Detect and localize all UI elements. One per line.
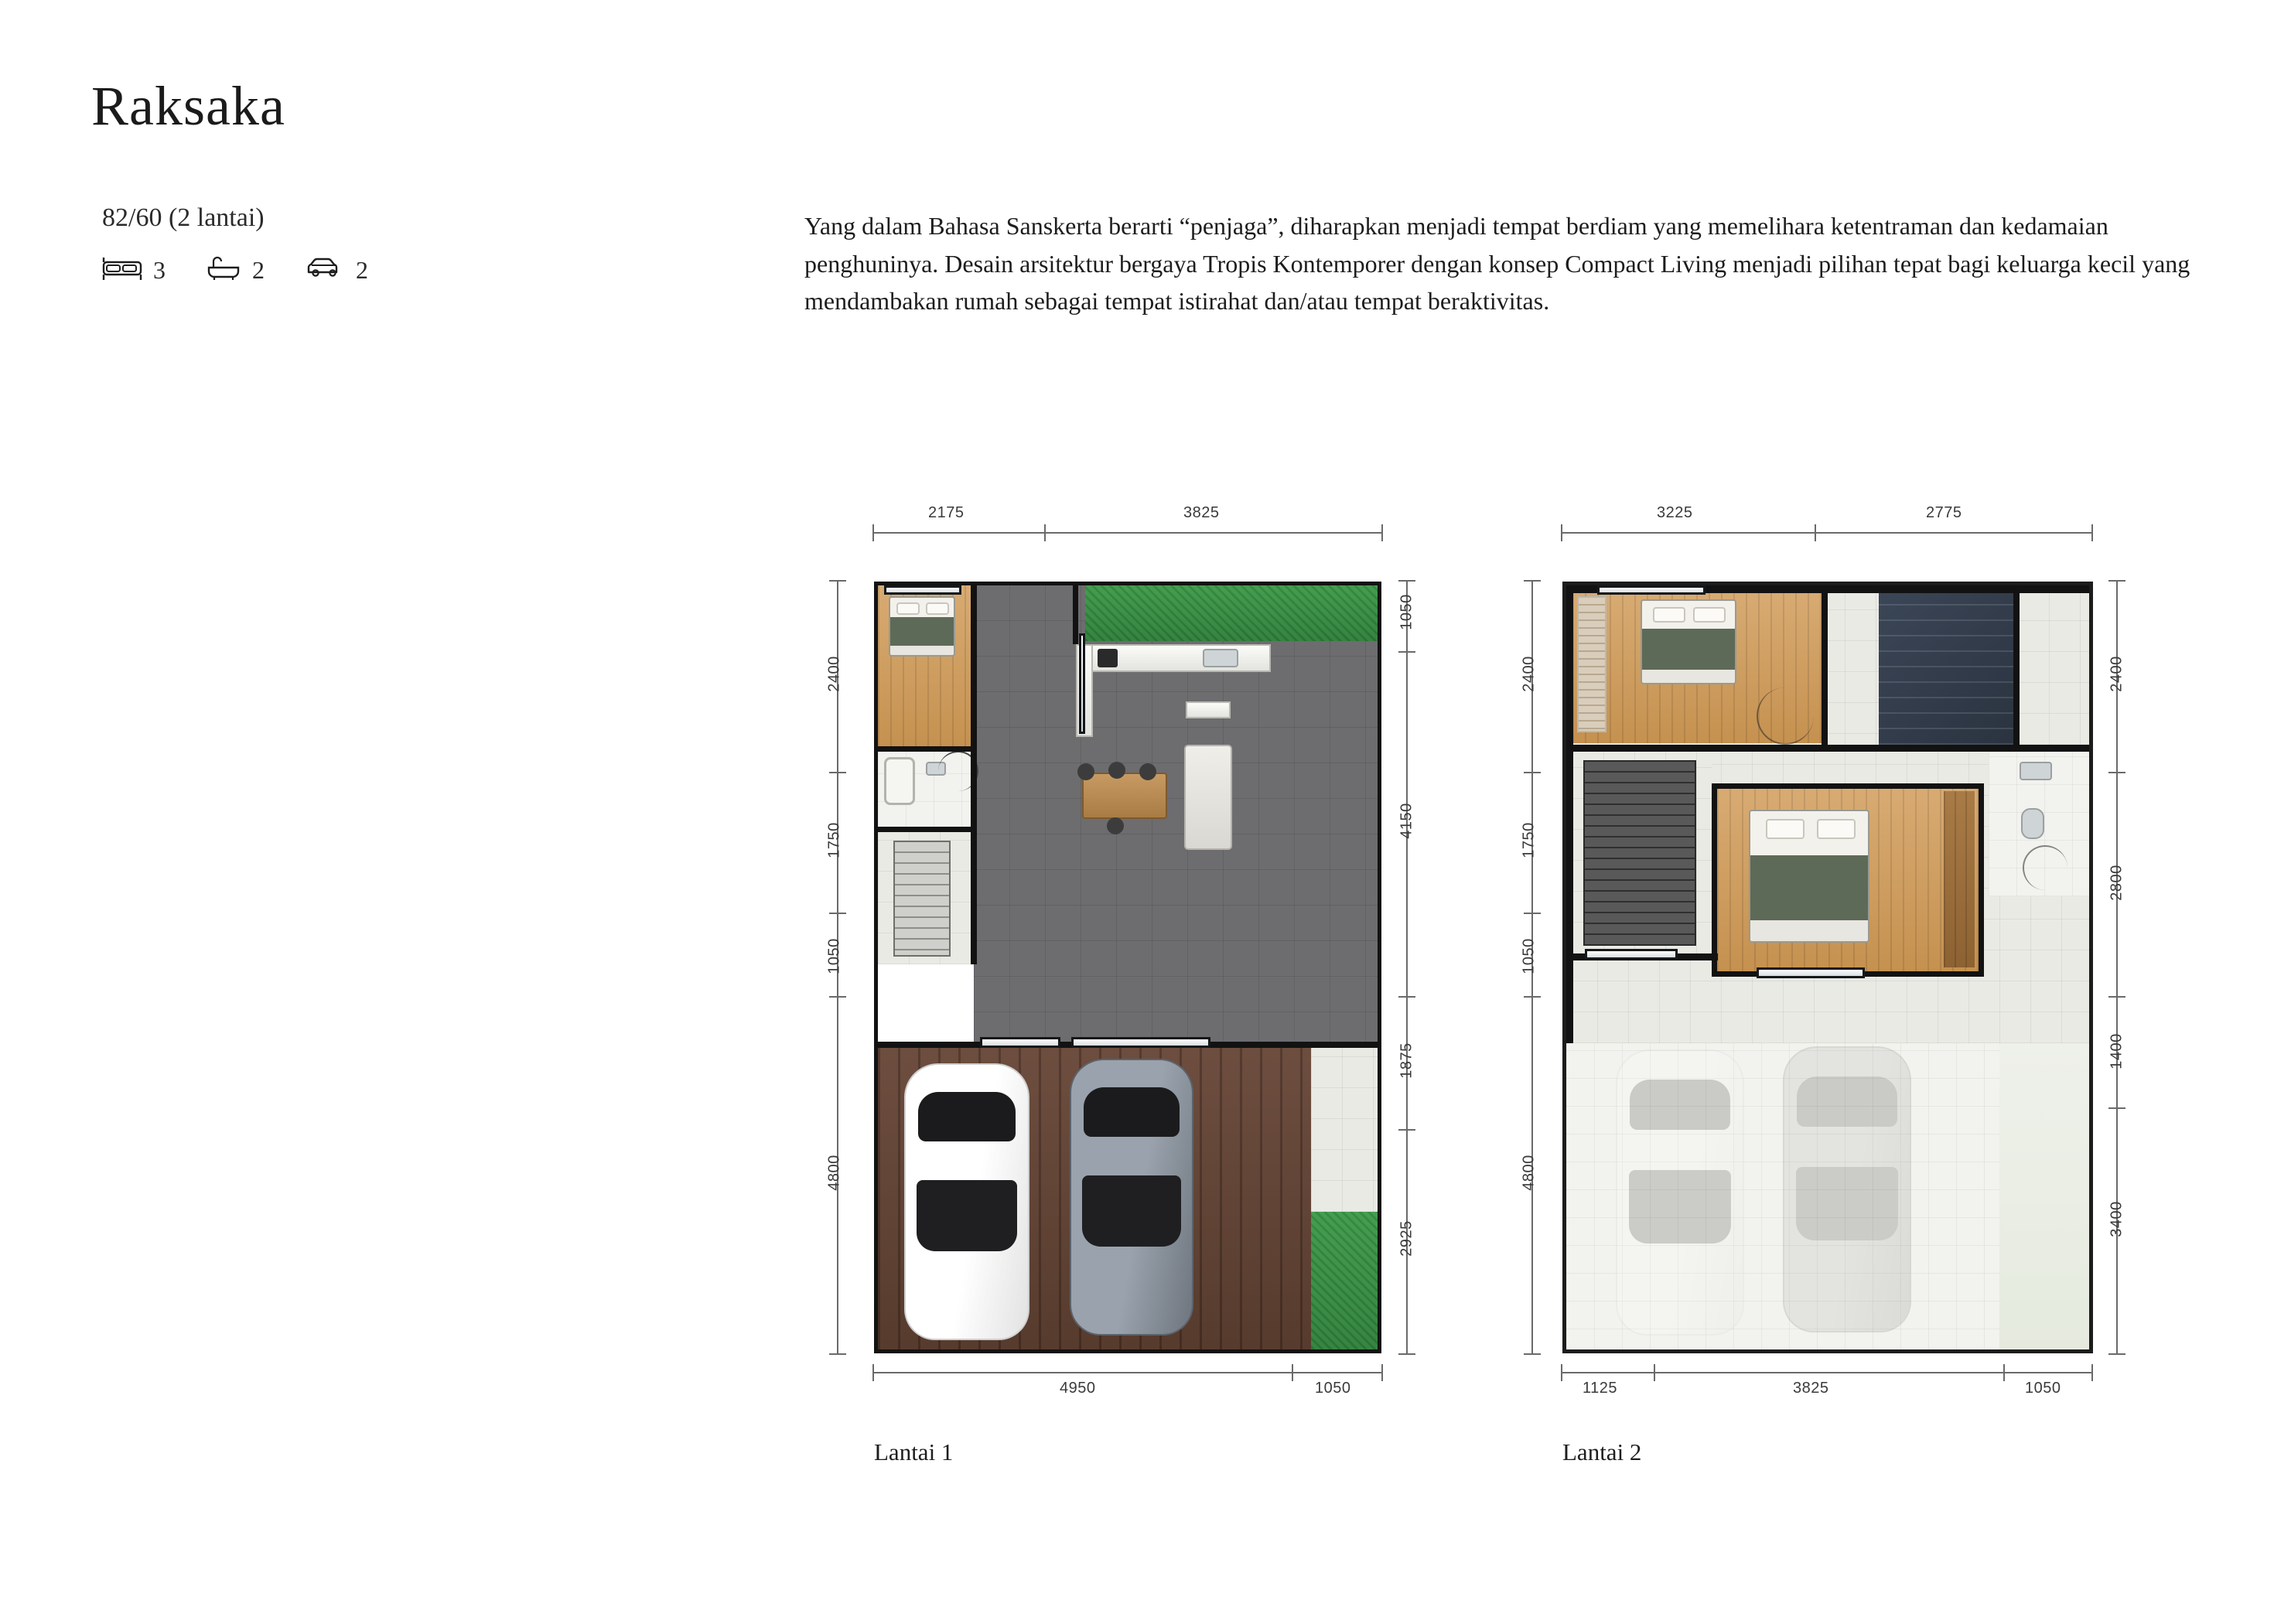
- car-2: [1070, 1059, 1193, 1336]
- wall-upper-left: [1566, 585, 1573, 1043]
- dim-top-2: 3825: [1183, 504, 1220, 521]
- wardrobe-bedroom-2: [1577, 596, 1606, 732]
- room-side-path: [1311, 1048, 1381, 1212]
- dim-right-2: 4150: [1398, 803, 1415, 839]
- wall-vertical-bed2: [1822, 585, 1828, 745]
- floorplan-1-caption: Lantai 1: [874, 1438, 954, 1465]
- window-stair-2: [1585, 949, 1678, 960]
- bed-2: [1641, 599, 1736, 684]
- tv-console: [1186, 701, 1231, 718]
- dim2-bottom-1: 1125: [1583, 1380, 1618, 1397]
- dim-left-4: 4800: [825, 1155, 843, 1191]
- bed-1: [889, 596, 955, 657]
- page-title: Raksaka: [91, 75, 285, 137]
- window-master: [1757, 967, 1865, 978]
- sliding-door-rear: [980, 1037, 1060, 1048]
- dim2-left-3: 1050: [1520, 938, 1538, 974]
- dining-chair-3: [1139, 763, 1156, 780]
- window-side: [1079, 633, 1085, 734]
- dim-top-1: 2175: [928, 504, 965, 521]
- wall-kitchen-edge: [1073, 585, 1078, 644]
- dim2-left-2: 1750: [1520, 822, 1538, 858]
- dim-right-4: 2925: [1398, 1220, 1415, 1257]
- floorplan-2-drawing: [1562, 582, 2093, 1353]
- dim-left-1: 2400: [825, 656, 843, 692]
- staircase-2: [1583, 760, 1696, 946]
- wall-horizontal-bath: [878, 746, 977, 752]
- dim2-left-4: 4800: [1520, 1155, 1538, 1191]
- sink-bathroom-2: [2020, 762, 2052, 780]
- spec-summary: [102, 255, 368, 285]
- dining-chair-1: [1077, 763, 1094, 780]
- staircase-1: [893, 841, 951, 957]
- car-icon: [305, 255, 345, 285]
- dim2-top-2: 2775: [1926, 504, 1962, 521]
- wardrobe-master: [1944, 791, 1975, 967]
- unit-type-subtitle: 82/60 (2 lantai): [102, 203, 265, 232]
- window-bedroom-2: [1597, 585, 1705, 595]
- wall-vertical-bedroom: [971, 585, 977, 964]
- dim-left-3: 1050: [825, 938, 843, 974]
- toilet-bathroom-2: [2021, 808, 2044, 839]
- dim2-right-1: 2400: [2108, 656, 2125, 692]
- floorplan-1-drawing: [874, 582, 1381, 1353]
- spec-bedrooms: [102, 255, 166, 285]
- spec-bathrooms-value: 2: [252, 256, 265, 284]
- spec-bathrooms: [206, 255, 265, 285]
- description-text: Yang dalam Bahasa Sanskerta berarti “penjaga”, diharapkan menjadi tempat berdiam yang memelihara ketentraman dan kedamaian penghuninya. Desain arsitektur bergaya Tropis Kontemporer dengan konsep Compact Living menjadi pilihan tepat bagi keluarga kecil yang mendambakan rumah sebagai tempat istirahat dan/atau tempat beraktivitas.: [804, 212, 2190, 316]
- room-balcony: [2018, 593, 2091, 745]
- dim2-right-2: 2800: [2108, 865, 2125, 901]
- dim-right-3: 1875: [1398, 1042, 1415, 1079]
- wall-upper-divider: [1566, 745, 2093, 752]
- wall-upper-right: [2090, 585, 2093, 910]
- room-front-garden: [1085, 585, 1381, 641]
- car-ghost-1: [1616, 1049, 1744, 1336]
- dim-bottom-1: 4950: [1060, 1380, 1096, 1397]
- window-bedroom-1: [884, 585, 961, 595]
- spec-bedrooms-value: 3: [153, 256, 166, 284]
- room-side-garden: [1311, 1212, 1381, 1353]
- bathtub-icon: [206, 255, 241, 285]
- dim-bottom-2: 1050: [1315, 1380, 1351, 1397]
- roof-terrace: [1879, 593, 2018, 745]
- floorplan-1: [812, 504, 1446, 1531]
- dim-right-1: 1050: [1398, 594, 1415, 630]
- floorplan-2-caption: Lantai 2: [1562, 1438, 1642, 1465]
- dim2-right-4: 3400: [2108, 1201, 2125, 1237]
- dim2-bottom-2: 3825: [1793, 1380, 1829, 1397]
- spec-carports-value: 2: [356, 256, 368, 284]
- dining-table: [1082, 773, 1167, 819]
- dim2-left-1: 2400: [1520, 656, 1538, 692]
- sofa: [1184, 745, 1232, 850]
- dim2-top-1: 3225: [1657, 504, 1693, 521]
- kitchen-sink: [1203, 649, 1238, 667]
- dim-left-2: 1750: [825, 822, 843, 858]
- stove-icon: [1098, 649, 1118, 667]
- sliding-door-living: [1071, 1037, 1210, 1048]
- dining-chair-2: [1108, 762, 1125, 779]
- bed-icon: [102, 255, 142, 285]
- spec-carports: [305, 255, 368, 285]
- dim2-right-3: 1400: [2108, 1033, 2125, 1070]
- bathtub-1: [884, 757, 915, 805]
- dining-chair-4: [1107, 817, 1124, 834]
- door-swing-bathroom-2: [2023, 845, 2067, 890]
- wall-vertical-terrace: [2013, 585, 2020, 745]
- door-swing-bedroom-2: [1757, 687, 1814, 745]
- dim2-bottom-3: 1050: [2025, 1380, 2061, 1397]
- room-lower-garden-ghost: [1999, 1043, 2093, 1353]
- bed-master: [1749, 810, 1869, 943]
- car-ghost-2: [1783, 1046, 1911, 1332]
- wall-horizontal-stair: [878, 827, 977, 832]
- car-1: [904, 1063, 1029, 1340]
- floorplan-2: [1520, 504, 2158, 1531]
